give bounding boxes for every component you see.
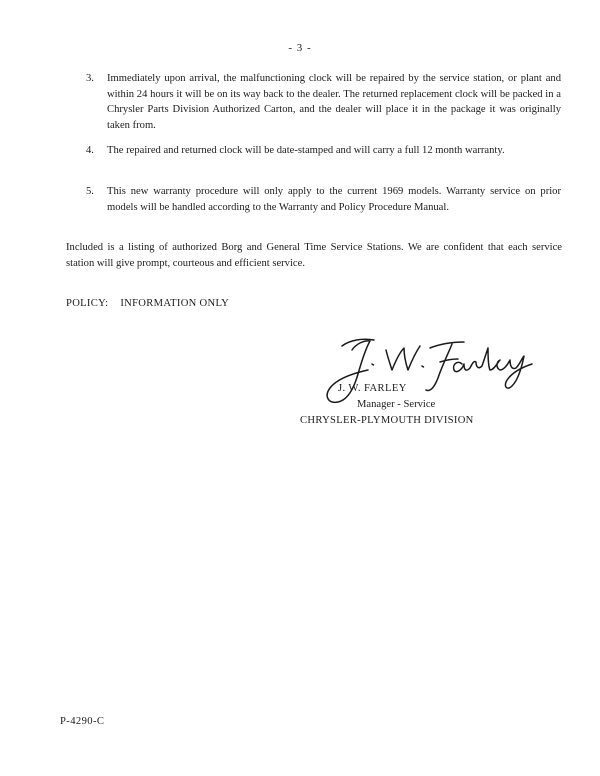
signatory-title: Manager - Service (357, 399, 436, 410)
list-item-text: Immediately upon arrival, the malfunctioning clock will be repaired by the service station, or plant and within 24 hours it will be on its way back to the dealer. The returned replacement clock will be packed in a Chrysler Parts Division Authorized Carton, and the dealer will place it in the package it was originally taken from. (107, 73, 561, 131)
list-item-text: The repaired and returned clock will be date-stamped and will carry a full 12 month warranty. (107, 145, 505, 156)
list-item-number: 3. (86, 73, 94, 84)
page-number: - 3 - (288, 42, 312, 54)
list-item (86, 184, 561, 215)
closing-paragraph: Included is a listing of authorized Borg and General Time Service Stations. We are confident that each service station will give prompt, courteous and efficient service. (66, 242, 562, 269)
list-item (86, 71, 561, 133)
list-item-text: This new warranty procedure will only apply to the current 1969 models. Warranty service on prior models will be handled according to the Warranty and Policy Procedure Manual. (107, 186, 561, 213)
document-code: P-4290-C (60, 716, 105, 727)
list-item-number: 5. (86, 186, 94, 197)
policy-label: POLICY: (66, 298, 109, 309)
policy-line (66, 296, 229, 312)
list-item (86, 143, 561, 159)
signatory-division: CHRYSLER-PLYMOUTH DIVISION (300, 415, 474, 426)
signatory-name: J. W. FARLEY (338, 383, 407, 394)
list-item-number: 4. (86, 145, 94, 156)
policy-value: INFORMATION ONLY (120, 298, 230, 309)
